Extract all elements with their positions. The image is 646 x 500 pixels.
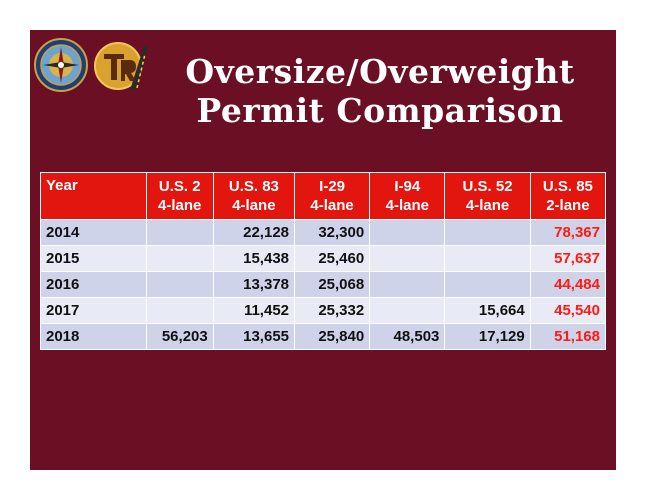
- us52-cell: [445, 220, 530, 246]
- column-header-i94: I-94 4-lane: [370, 173, 445, 220]
- table-row: [41, 246, 606, 272]
- us85-cell: 51,168: [530, 324, 605, 350]
- i29-cell: 25,460: [295, 246, 370, 272]
- us85-cell: 44,484: [530, 272, 605, 298]
- year-cell: 2014: [41, 220, 147, 246]
- column-header-us83: U.S. 83 4-lane: [213, 173, 294, 220]
- i94-cell: 48,503: [370, 324, 445, 350]
- us2-cell: [146, 272, 213, 298]
- slide: [30, 30, 616, 470]
- column-header-year: Year: [41, 173, 147, 220]
- us83-cell: 15,438: [213, 246, 294, 272]
- i29-cell: 25,068: [295, 272, 370, 298]
- year-cell: 2016: [41, 272, 147, 298]
- compass-seal-logo: [34, 38, 88, 92]
- us2-cell: [146, 298, 213, 324]
- page-title: [140, 52, 620, 130]
- i29-cell: 25,332: [295, 298, 370, 324]
- us2-cell: [146, 246, 213, 272]
- column-header-i29: I-29 4-lane: [295, 173, 370, 220]
- column-header-us52: U.S. 52 4-lane: [445, 173, 530, 220]
- us52-cell: [445, 246, 530, 272]
- us83-cell: 22,128: [213, 220, 294, 246]
- permit-comparison-table: [40, 172, 606, 350]
- us85-cell: 78,367: [530, 220, 605, 246]
- i94-cell: [370, 272, 445, 298]
- us83-cell: 13,378: [213, 272, 294, 298]
- us2-cell: [146, 220, 213, 246]
- table-row: [41, 298, 606, 324]
- table-row: [41, 272, 606, 298]
- i29-cell: 32,300: [295, 220, 370, 246]
- table-header-row: [41, 173, 606, 220]
- year-cell: 2017: [41, 298, 147, 324]
- us85-cell: 57,637: [530, 246, 605, 272]
- i94-cell: [370, 298, 445, 324]
- us52-cell: 17,129: [445, 324, 530, 350]
- i29-cell: 25,840: [295, 324, 370, 350]
- column-header-us2: U.S. 2 4-lane: [146, 173, 213, 220]
- title-line-1: Oversize/Overweight: [185, 52, 575, 91]
- title-line-2: Permit Comparison: [196, 91, 564, 130]
- i94-cell: [370, 220, 445, 246]
- table-row: [41, 220, 606, 246]
- us52-cell: [445, 272, 530, 298]
- us2-cell: 56,203: [146, 324, 213, 350]
- us85-cell: 45,540: [530, 298, 605, 324]
- us83-cell: 11,452: [213, 298, 294, 324]
- year-cell: 2015: [41, 246, 147, 272]
- i94-cell: [370, 246, 445, 272]
- column-header-us85: U.S. 85 2-lane: [530, 173, 605, 220]
- table-row: [41, 324, 606, 350]
- us52-cell: 15,664: [445, 298, 530, 324]
- us83-cell: 13,655: [213, 324, 294, 350]
- year-cell: 2018: [41, 324, 147, 350]
